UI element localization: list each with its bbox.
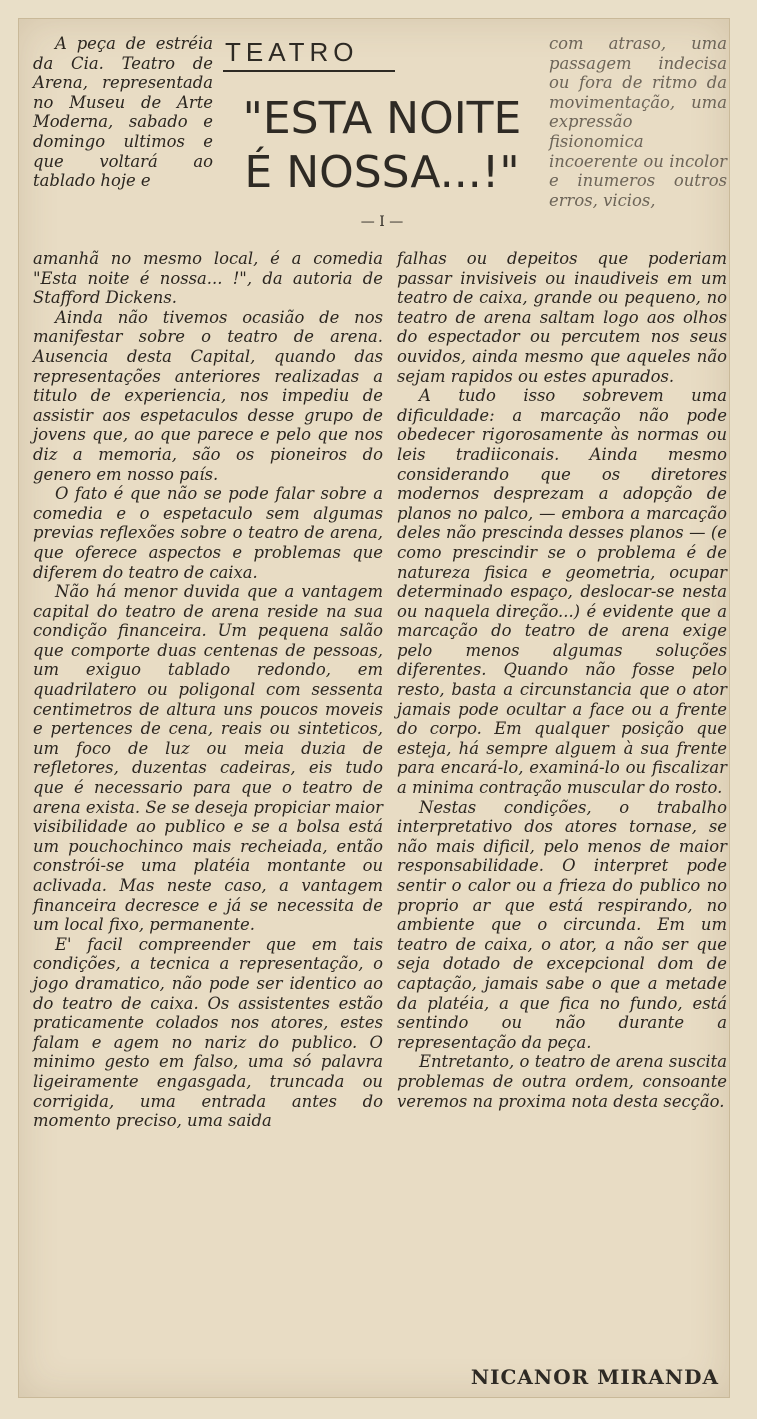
- paragraph: amanhã no mesmo local, é a comedia "Esta noite é nossa... !", da autoria de Stafford Dickens.: [33, 249, 383, 308]
- headline-line-2: É NOSSA...!": [244, 147, 520, 198]
- headline: [217, 92, 547, 200]
- top-right-column: [549, 34, 727, 210]
- lead-text: A peça de estréia da Cia. Teatro de Arena, representada no Museu de Arte Moderna, sabado e domingo ultimos e que voltará ao tablado hoje e: [33, 34, 213, 191]
- section-rule: [223, 70, 395, 72]
- paragraph: O fato é que não se pode falar sobre a comedia e o espetaculo sem algumas previas reflexões sobre o teatro de arena, que oferece aspectos e problemas que diferem do teatro de caixa.: [33, 484, 383, 582]
- paragraph: Nestas condições, o trabalho interpretativo dos atores tornase, se não mais dificil, pelo menos de maior responsabilidade. O interpret pode sentir o calor ou a frieza do publico no proprio ar que está respirando, no ambiente que o circunda. Em um teatro de caixa, o ator, a não ser que seja dotado de excepcional dom de captação, jamais sabe o que a metade da platéia, a que fica no fundo, está sentindo ou não durante a representação da peça.: [397, 797, 727, 1052]
- paragraph: falhas ou depeitos que poderiam passar invisiveis ou inaudiveis em um teatro de caixa, grande ou pequeno, no teatro de arena saltam logo aos olhos do espectador ou percutem nos seus ouvidos, ainda mesmo que aqueles não sejam rapidos ou estes apurados.: [397, 249, 727, 386]
- article-header: [217, 37, 547, 230]
- part-numeral: — I —: [360, 214, 404, 230]
- paragraph: E' facil compreender que em tais condições, a tecnica a representação, o jogo dramatico, não pode ser identico ao do teatro de caixa. Os assistentes estão praticamente colados nos atores, estes falam e agem no nariz do publico. O minimo gesto em falso, uma só palavra ligeiramente engasgada, truncada ou corrigida, uma entrada antes do momento preciso, uma saida: [33, 934, 383, 1131]
- headline-line-1: "ESTA NOITE: [242, 93, 522, 144]
- right-column: [397, 249, 727, 1111]
- paragraph: A tudo isso sobrevem uma dificuldade: a marcação não pode obedecer rigorosamente às normas ou leis tradiiconais. Ainda mesmo considerando que os diretores modernos desprezam a adopção de planos no palco, — embora a marcação deles não prescinda desses planos — (e como prescindir se o problema é de natureza fisica e geometria, ocupar determinado espaço, deslocar-se nesta ou naquela direção...) é evidente que a marcação do teatro de arena exige pelo menos algumas soluções diferentes. Quando não fosse pelo resto, basta a circunstancia que o ator jamais pode ocultar a face ou a frente do corpo. Em qualquer posição que esteja, há sempre alguem à sua frente para encará-lo, examiná-lo ou fiscalizar a minima contração muscular do rosto.: [397, 386, 727, 798]
- newspaper-clipping: [18, 18, 730, 1398]
- top-right-text: com atraso, uma passagem indecisa ou fora de ritmo da movimentação, uma expressão fisionomica incoerente ou incolor e inumeros outros erros, vicios,: [549, 34, 727, 210]
- left-column: [33, 249, 383, 1131]
- paragraph: Entretanto, o teatro de arena suscita problemas de outra ordem, consoante veremos na proxima nota desta secção.: [397, 1052, 727, 1111]
- paragraph: Não há menor duvida que a vantagem capital do teatro de arena reside na sua condição financeira. Um pequena salão que comporte duas centenas de pessoas, um exiguo tablado redondo, em quadrilatero ou poligonal com sessenta centimetros de altura uns poucos moveis e pertences de cena, reais ou sinteticos, um foco de luz ou meia duzia de refletores, duzentas cadeiras, eis tudo que é necessario para que o teatro de arena exista. Se se deseja propiciar maior visibilidade ao publico e se a bolsa está um pouchochinco mais recheiada, então constrói-se uma platéia montante ou aclivada. Mas neste caso, a vantagem financeira decresce e já se necessita de um local fixo, permanente.: [33, 582, 383, 935]
- paragraph: Ainda não tivemos ocasião de nos manifestar sobre o teatro de arena. Ausencia desta Capital, quando das representações anteriores realizadas a titulo de experiencia, nos impediu de assistir aos espetaculos desse grupo de jovens que, ao que parece e pelo que nos diz a memoria, são os pioneiros do genero em nosso país.: [33, 307, 383, 484]
- author-signature: NICANOR MIRANDA: [470, 1365, 719, 1389]
- section-label: TEATRO: [225, 37, 359, 67]
- lead-paragraph: [33, 34, 213, 191]
